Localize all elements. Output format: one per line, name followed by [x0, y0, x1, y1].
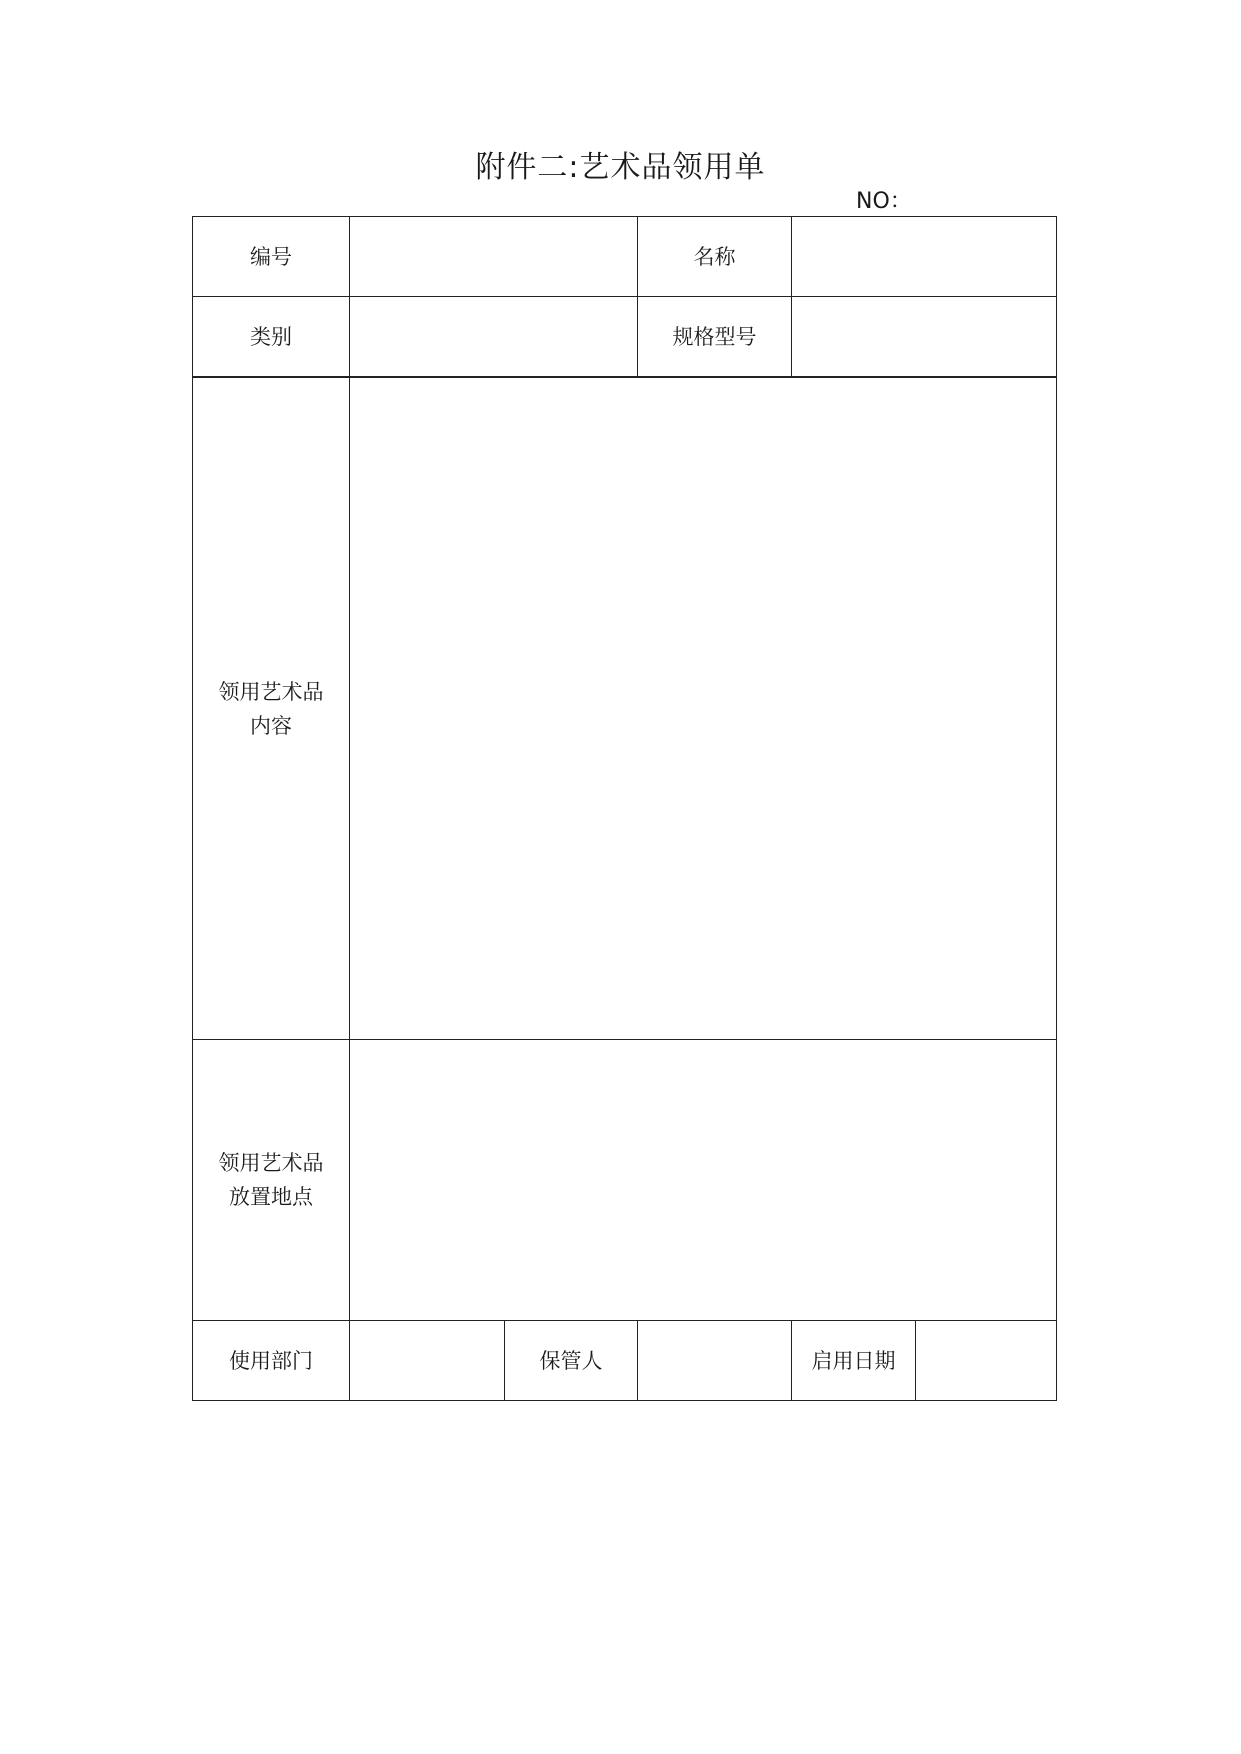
- name-field[interactable]: [792, 217, 1057, 297]
- requisition-form-table: [192, 216, 1057, 1401]
- content-label-line1: 领用艺术品: [218, 679, 324, 704]
- category-label: 类别: [193, 297, 350, 378]
- content-label: [193, 377, 350, 1040]
- content-label-line2: 内容: [250, 713, 292, 738]
- table-row-code-name: [193, 217, 1057, 297]
- location-label-line2: 放置地点: [229, 1185, 313, 1209]
- content-field[interactable]: [350, 377, 1057, 1040]
- code-field[interactable]: [350, 217, 638, 297]
- table-row-content: [193, 377, 1057, 1040]
- form-number-label: NO：: [856, 189, 912, 214]
- start-date-label: 启用日期: [792, 1321, 916, 1401]
- location-label-line1: 领用艺术品: [218, 1151, 324, 1175]
- start-date-field[interactable]: [916, 1321, 1057, 1401]
- department-field[interactable]: [350, 1321, 505, 1401]
- location-label: [193, 1040, 350, 1321]
- table-row-footer: [193, 1321, 1057, 1401]
- spec-label: 规格型号: [638, 297, 792, 378]
- name-label: 名称: [638, 217, 792, 297]
- custodian-label: 保管人: [505, 1321, 638, 1401]
- code-label: 编号: [193, 217, 350, 297]
- custodian-field[interactable]: [638, 1321, 792, 1401]
- page-title: 附件二:艺术品领用单: [475, 150, 766, 185]
- category-field[interactable]: [350, 297, 638, 378]
- location-field[interactable]: [350, 1040, 1057, 1321]
- table-row-location: [193, 1040, 1057, 1321]
- department-label: 使用部门: [193, 1321, 350, 1401]
- table-row-category-spec: [193, 297, 1057, 378]
- spec-field[interactable]: [792, 297, 1057, 378]
